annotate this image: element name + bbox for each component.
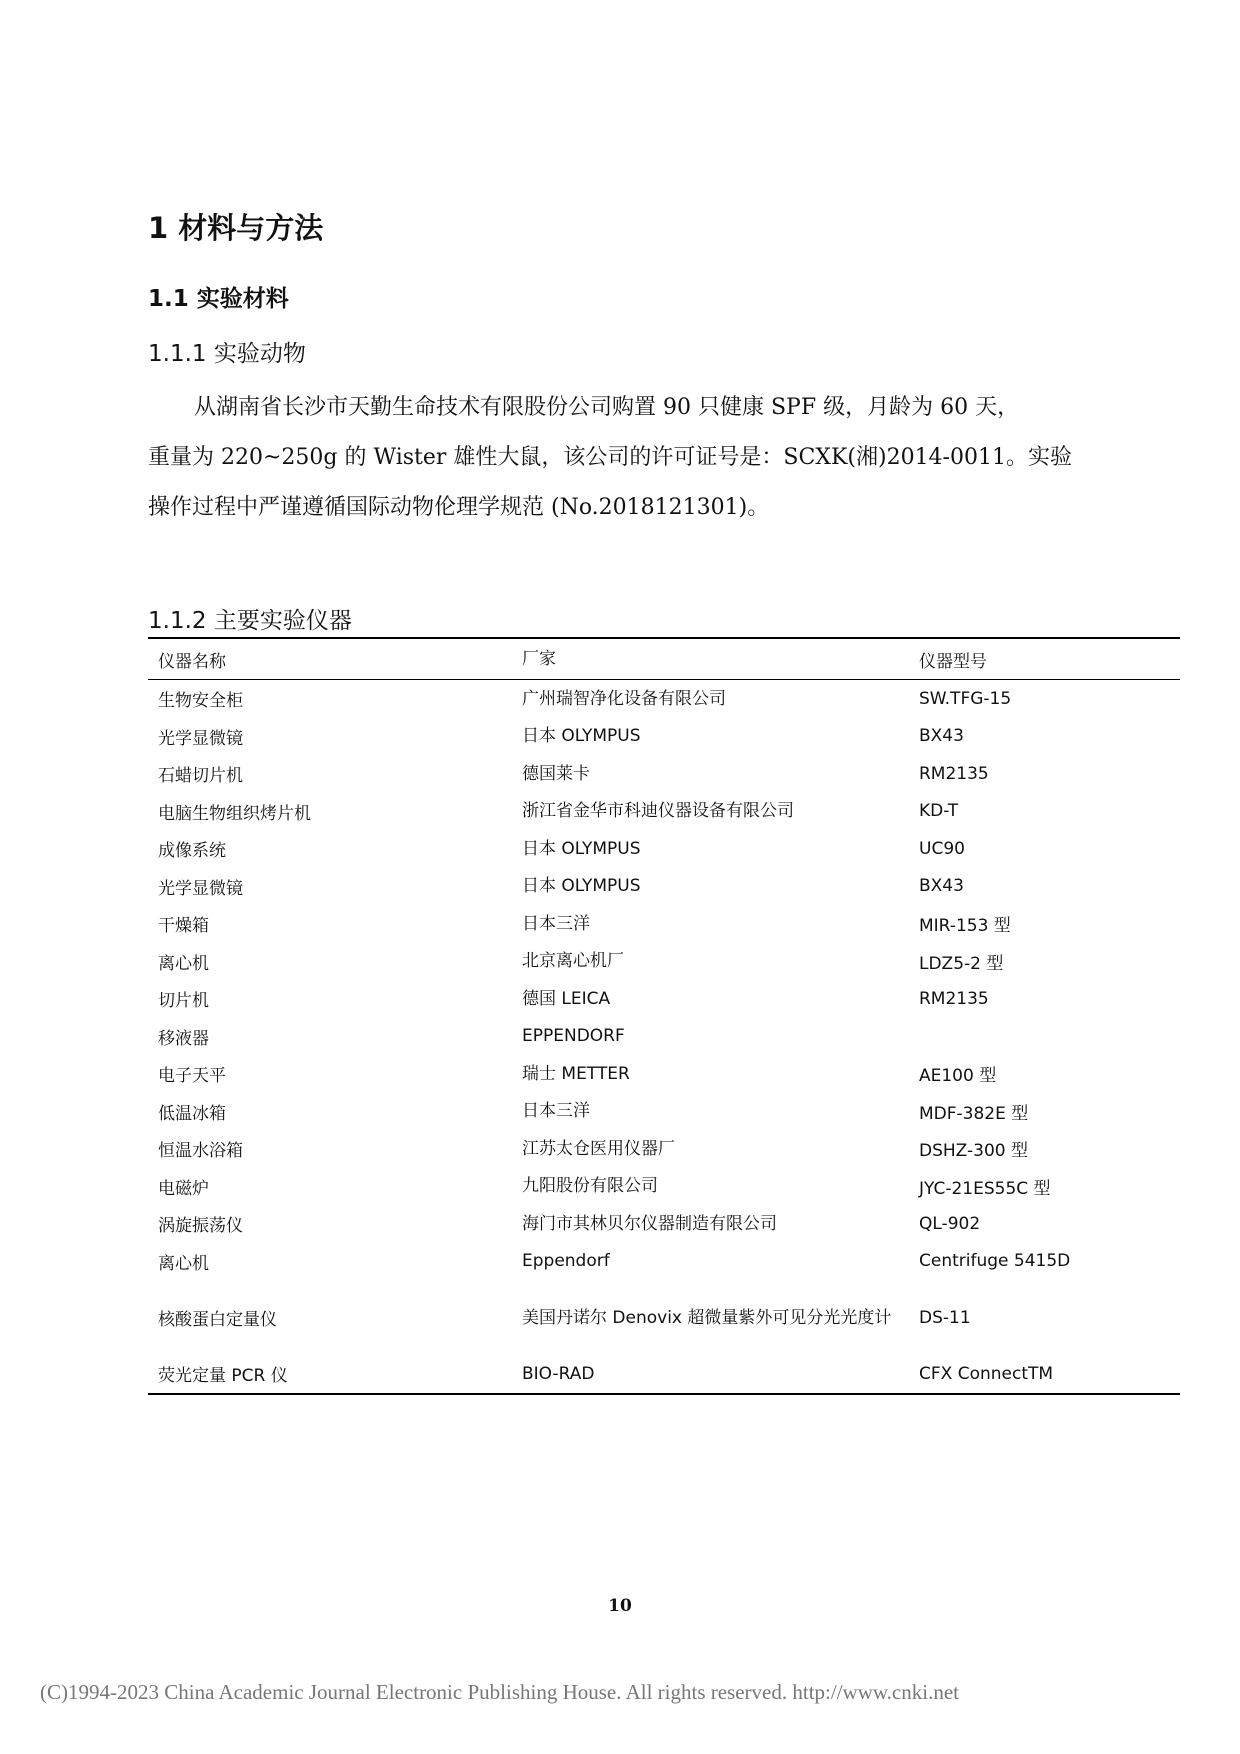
table-cell: 日本 OLYMPUS xyxy=(522,726,641,747)
table-cell: 切片机 xyxy=(158,991,209,1012)
table-cell: Centrifuge 5415D xyxy=(919,1251,1071,1272)
table-cell: 电磁炉 xyxy=(158,1178,209,1199)
sub-subsection-title-animals: 1.1.1 实验动物 xyxy=(148,341,306,367)
table-cell: DSHZ-300 型 xyxy=(919,1141,1028,1162)
table-cell: LDZ5-2 型 xyxy=(919,953,1004,974)
table-row xyxy=(148,980,1180,1018)
table-row xyxy=(148,868,1180,906)
table-cell: 日本三洋 xyxy=(522,1101,590,1122)
table-header-cell: 仪器型号 xyxy=(919,651,987,672)
table-row xyxy=(148,755,1180,793)
table-cell: 瑞士 METTER xyxy=(522,1063,630,1084)
table-header-cell: 厂家 xyxy=(522,649,556,669)
table-row xyxy=(148,1205,1180,1243)
table-cell: 广州瑞智净化设备有限公司 xyxy=(522,688,726,709)
table-cell: 生物安全柜 xyxy=(158,691,243,712)
table-cell: BX43 xyxy=(919,726,964,747)
table-row xyxy=(148,1055,1180,1093)
table-row xyxy=(148,1243,1180,1281)
table-cell: RM2135 xyxy=(919,988,989,1009)
table-row xyxy=(148,830,1180,868)
page-number: 10 xyxy=(608,1596,632,1616)
subsection-title: 1.1 实验材料 xyxy=(148,286,289,312)
table-cell: DS-11 xyxy=(919,1307,971,1328)
table-cell: 光学显微镜 xyxy=(158,878,243,899)
table-cell: UC90 xyxy=(919,838,965,859)
table-cell: BIO-RAD xyxy=(522,1363,595,1384)
table-cell: 荧光定量 PCR 仪 xyxy=(158,1366,288,1387)
table-cell: 电脑生物组织烤片机 xyxy=(158,803,311,824)
sub-subsection-title-instruments: 1.1.2 主要实验仪器 xyxy=(148,608,352,634)
table-cell: 九阳股份有限公司 xyxy=(522,1176,658,1197)
animals-paragraph xyxy=(148,383,1094,533)
table-cell: 光学显微镜 xyxy=(158,728,243,749)
table-row xyxy=(148,1130,1180,1168)
table-cell: AE100 型 xyxy=(919,1066,997,1087)
table-cell: 江苏太仓医用仪器厂 xyxy=(522,1138,675,1159)
table-row xyxy=(148,1280,1180,1355)
instrument-table xyxy=(148,637,1180,1395)
table-header-row xyxy=(148,639,1180,680)
table-cell: 涡旋振荡仪 xyxy=(158,1216,243,1237)
table-row xyxy=(148,1093,1180,1131)
table-cell: 日本三洋 xyxy=(522,913,590,934)
table-cell: 核酸蛋白定量仪 xyxy=(158,1310,277,1330)
table-row xyxy=(148,1355,1180,1393)
table-cell: CFX ConnectTM xyxy=(919,1363,1054,1384)
table-cell: MIR-153 型 xyxy=(919,916,1011,937)
table-row xyxy=(148,680,1180,718)
table-cell: BX43 xyxy=(919,876,964,897)
table-cell: RM2135 xyxy=(919,763,989,784)
table-cell: 电子天平 xyxy=(158,1066,226,1087)
table-cell: 日本 OLYMPUS xyxy=(522,876,641,897)
table-cell: 德国 LEICA xyxy=(522,988,611,1009)
paragraph-line: 重量为 220~250g 的 Wister 雄性大鼠，该公司的许可证号是：SCXK(湘)2014-0011。实验 xyxy=(148,445,1072,470)
table-cell: 美国丹诺尔 Denovix 超微量紫外可见分光光度计 xyxy=(522,1307,892,1328)
table-row xyxy=(148,793,1180,831)
table-cell: JYC-21ES55C 型 xyxy=(919,1178,1051,1199)
table-row xyxy=(148,718,1180,756)
table-cell: 恒温水浴箱 xyxy=(158,1141,243,1162)
table-cell: 北京离心机厂 xyxy=(522,951,624,972)
table-row xyxy=(148,1168,1180,1206)
table-row xyxy=(148,943,1180,981)
paragraph-line: 操作过程中严谨遵循国际动物伦理学规范 (No.2018121301)。 xyxy=(148,495,770,520)
table-cell: 日本 OLYMPUS xyxy=(522,838,641,859)
table-row xyxy=(148,1018,1180,1056)
section-title: 1 材料与方法 xyxy=(148,211,324,245)
table-row xyxy=(148,905,1180,943)
table-cell: 离心机 xyxy=(158,953,209,974)
copyright-footer: (C)1994-2023 China Academic Journal Electronic Publishing House. All rights reserved. http://www.cnki.net xyxy=(40,1680,959,1704)
table-header-cell: 仪器名称 xyxy=(158,651,226,672)
table-cell: 干燥箱 xyxy=(158,916,209,937)
table-cell: 石蜡切片机 xyxy=(158,766,243,787)
table-cell: QL-902 xyxy=(919,1213,981,1234)
table-cell: 成像系统 xyxy=(158,841,226,862)
table-cell: Eppendorf xyxy=(522,1251,610,1272)
table-cell: 德国莱卡 xyxy=(522,763,590,784)
table-cell: 低温冰箱 xyxy=(158,1103,226,1124)
table-cell: KD-T xyxy=(919,801,959,822)
table-cell: SW.TFG-15 xyxy=(919,688,1012,709)
table-body xyxy=(148,680,1180,1393)
table-cell: EPPENDORF xyxy=(522,1026,625,1047)
table-cell: 移液器 xyxy=(158,1028,209,1049)
table-cell: MDF-382E 型 xyxy=(919,1103,1029,1124)
table-cell: 海门市其林贝尔仪器制造有限公司 xyxy=(522,1213,777,1234)
table-cell: 离心机 xyxy=(158,1253,209,1274)
table-cell: 浙江省金华市科迪仪器设备有限公司 xyxy=(522,801,794,822)
paragraph-line: 从湖南省长沙市天勤生命技术有限股份公司购置 90 只健康 SPF 级，月龄为 60 天， xyxy=(194,395,1020,420)
